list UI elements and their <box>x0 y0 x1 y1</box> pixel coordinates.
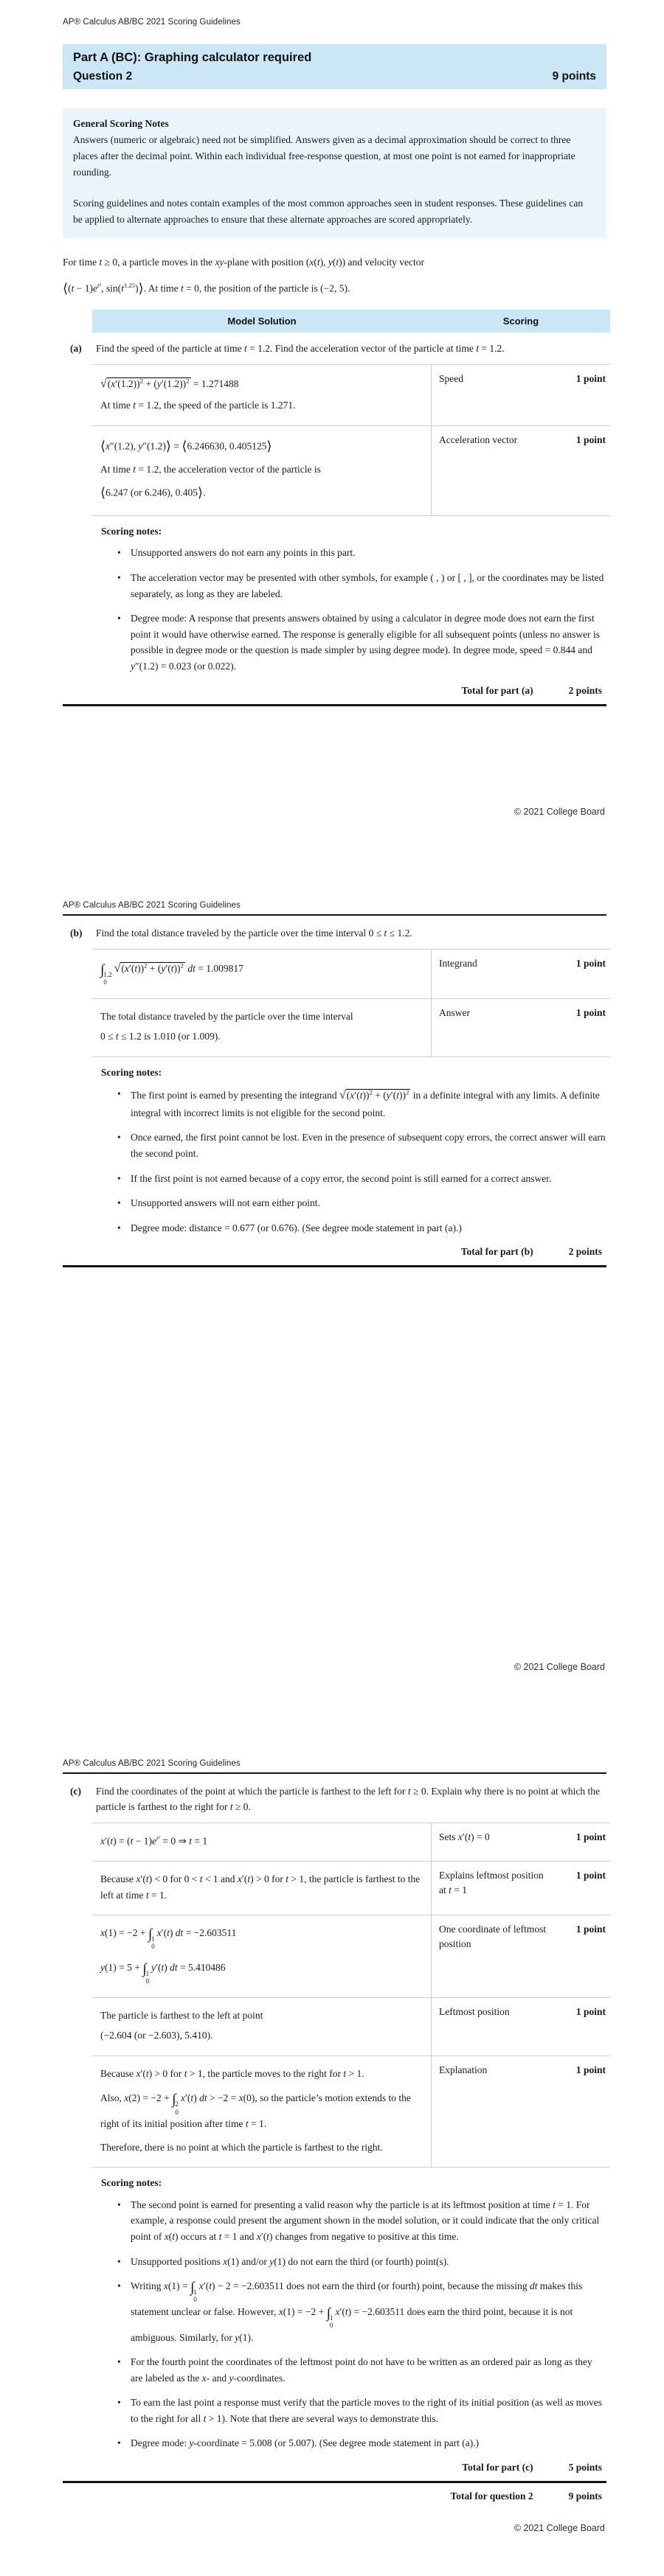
score-cell <box>432 365 610 425</box>
section-rule <box>63 2481 606 2483</box>
table-row <box>92 1823 610 1861</box>
solution-line: The particle is farthest to the left at point <box>100 2009 263 2021</box>
general-notes-title: General Scoring Notes <box>73 118 169 129</box>
solution-line: ⟨6.247 (or 6.246), 0.405⟩. <box>100 484 206 500</box>
solution-cell <box>92 1823 432 1861</box>
note-item: • For the fourth point the coordinates of the leftmost point do not have to be written as an ordered pair as long as they are labeled as the x- and y-coordinates. <box>117 2354 606 2386</box>
part-a-total-row <box>63 685 602 697</box>
solution-line: Because x′(t) > 0 for t > 1, the particle moves to the right for t > 1. <box>100 2067 364 2079</box>
solution-table-header <box>92 310 610 333</box>
solution-cell <box>92 2056 432 2167</box>
table-row <box>92 364 610 425</box>
part-c-table <box>92 1823 610 2168</box>
section-rule <box>63 1265 606 1267</box>
model-solution-col-header: Model Solution <box>227 315 297 327</box>
solution-line: At time t = 1.2, the speed of the particle is 1.271. <box>100 400 296 411</box>
part-a-question: Find the speed of the particle at time t = 1.2. Find the acceleration vector of the particle at time t = 1.2. <box>96 342 505 354</box>
solution-line: ⟨x″(1.2), y″(1.2)⟩ = ⟨6.246630, 0.405125⟩ <box>100 438 272 453</box>
running-head: AP® Calculus AB/BC 2021 Scoring Guidelines <box>63 1759 241 1768</box>
problem-statement <box>63 254 606 299</box>
table-row <box>92 2055 610 2168</box>
solution-line: ∫ 1.2 0 $√(x'(t))^2 + (y'(t))^2$ dt = 1.009817 <box>100 961 243 986</box>
score-label: Explanation <box>439 2064 488 2075</box>
table-row <box>92 1861 610 1915</box>
score-cell <box>432 950 610 998</box>
scoring-notes-title: Scoring notes: <box>101 2177 162 2189</box>
page-1 <box>0 0 664 855</box>
score-label: Explains leftmost position at t = 1 <box>439 1869 544 1896</box>
score-cell <box>432 999 610 1056</box>
header-rule <box>63 1772 606 1774</box>
score-cell <box>432 1915 610 1997</box>
question-title: Question 2 <box>73 70 133 83</box>
total-points: 2 points <box>568 684 602 696</box>
part-a-label: (a) <box>70 342 82 354</box>
part-c-label: (c) <box>70 1786 81 1797</box>
table-row <box>92 1915 610 1997</box>
note-item: • The first point is earned by presenting the integrand $√(x'(t))^2 + (y'(t))^2$ in a definite integral with any limits. A definite integral with incorrect limits is not eligible for the second point. <box>117 1086 606 1121</box>
note-item: • Degree mode: A response that presents answers obtained by using a calculator in degree mode does not earn the first point it would have otherwise earned. The response is generally eligible for all subsequent points (unless no answer is possible in degree mode or the question is made simpler by using degree mode). In degree mode, speed = 0.844 and y″(1.2) = 0.023 (or 0.022). <box>117 610 606 674</box>
question-total-points: 9 points <box>568 2490 602 2502</box>
solution-cell <box>92 1998 432 2055</box>
score-cell <box>432 2056 610 2167</box>
question-points-badge: 9 points <box>552 70 596 83</box>
points-label: 1 point <box>575 2005 606 2017</box>
note-item: • Unsupported answers do not earn any points in this part. <box>117 545 606 561</box>
total-points: 2 points <box>568 1246 602 1258</box>
table-row <box>92 425 610 516</box>
points-label: 1 point <box>575 1924 606 1935</box>
score-cell <box>432 426 610 515</box>
table-row <box>92 998 610 1057</box>
total-label: Total for part (b) <box>460 1246 533 1258</box>
running-head: AP® Calculus AB/BC 2021 Scoring Guidelines <box>63 18 241 27</box>
score-cell <box>432 1823 610 1861</box>
note-item: • To earn the last point a response must verify that the particle moves to the right of its initial position (as well as moves to the right for all t > 1). Note that there are several ways to demonstrate this. <box>117 2395 606 2426</box>
general-notes-box <box>63 108 606 238</box>
total-label: Total for part (c) <box>462 2462 533 2474</box>
part-b-scoring-notes <box>101 1065 606 1236</box>
score-label: Leftmost position <box>439 2005 510 2017</box>
general-notes-para1: Answers (numeric or algebraic) need not be simplified. Answers given as a decimal approximation should be correct to three places after the decimal point. Within each individual free-response question, at most one point is not earned for inappropriate rounding. <box>73 133 575 178</box>
score-label: Answer <box>439 1006 470 1018</box>
solution-line: 0 ≤ t ≤ 1.2 is 1.010 (or 1.009). <box>100 1031 221 1042</box>
note-item: • Unsupported answers will not earn either point. <box>117 1195 606 1211</box>
part-c-question: Find the coordinates of the point at which the particle is farthest to the left for t ≥ 0. Explain why there is no point at which the particle is farthest to the right for t ≥ 0. <box>96 1786 601 1812</box>
points-label: 1 point <box>575 434 606 445</box>
section-rule <box>63 704 606 706</box>
scoring-notes-title: Scoring notes: <box>101 525 162 537</box>
note-item: • Degree mode: distance = 0.677 (or 0.676). (See degree mode statement in part (a).) <box>117 1220 606 1236</box>
solution-line: Also, x(2) = −2 + ∫ 2 0 x′(t) dt > −2 = x(0), so the particle’s motion extends to the right of its initial position after time t = 1. <box>100 2092 411 2129</box>
note-item: • Degree mode: y-coordinate = 5.008 (or 5.007). (See degree mode statement in part (a).) <box>117 2435 606 2451</box>
solution-line: y(1) = 5 + ∫ 1 0 y′(t) dt = 5.410486 <box>100 1961 226 1985</box>
solution-cell <box>92 426 432 515</box>
points-label: 1 point <box>575 957 606 969</box>
note-item: • Once earned, the first point cannot be lost. Even in the presence of subsequent copy errors, the correct answer will earn the second point. <box>117 1129 606 1161</box>
solution-line: Because x′(t) < 0 for 0 < t < 1 and x′(t) > 0 for t > 1, the particle is farthest to the left at time t = 1. <box>100 1873 421 1901</box>
score-label: One coordinate of leftmost position <box>439 1924 547 1949</box>
solution-line: The total distance traveled by the particle over the time interval <box>100 1010 353 1022</box>
part-b-label: (b) <box>70 927 83 939</box>
note-item: • Unsupported positions x(1) and/or y(1) do not earn the third (or fourth) point(s). <box>117 2254 606 2270</box>
part-a-scoring-notes <box>101 523 606 675</box>
problem-line2: ⟨(t − $1)e^{t^2}$, $\sin(t^{1.25})⟩$. At time t = 0, the position of the particle is (−2, 5). <box>63 280 350 296</box>
solution-line: x(1) = −2 + ∫ 1 0 x′(t) dt = −2.603511 <box>100 1926 237 1951</box>
solution-cell <box>92 365 432 425</box>
points-label: 1 point <box>575 1831 606 1842</box>
page-3 <box>0 1710 664 2576</box>
note-item: • The second point is earned for presenting a valid reason why the particle is at its leftmost position at time t = 1. For example, a response could present the argument shown in the model solution, or it could indicate that the only critical point of x(t) occurs at t = 1 and x′(t) changes from negative to positive at this time. <box>117 2197 606 2245</box>
page-footer: © 2021 College Board <box>513 2523 605 2533</box>
solution-line: $x'(t) = (t - 1)e^{t^2} = 0$ ⇒ t = 1 <box>100 1834 208 1847</box>
general-notes-para2: Scoring guidelines and notes contain examples of the most common approaches seen in student responses. These guidelines can be applied to alternate approaches to ensure that these alternate approaches are scored appropriately. <box>73 198 584 226</box>
part-title: Part A (BC): Graphing calculator required <box>73 51 312 64</box>
total-label: Total for part (a) <box>461 684 533 696</box>
scoring-col-header: Scoring <box>502 315 539 327</box>
part-header-band <box>63 44 606 89</box>
question-total-label: Total for question 2 <box>450 2490 533 2502</box>
points-label: 1 point <box>575 372 606 384</box>
note-item: • Writing x(1) = ∫ 1 0 x′(t) − 2 = −2.603511 does not earn the third (or fourth) point, because the missing dt makes this statement unclear or false. However, x(1) = −2 + ∫ 1 0 x′(t) = −2.603511 does earn the third point, because it is not ambiguous. Similarly, for y(1). <box>117 2278 606 2345</box>
score-label: Speed <box>439 372 463 384</box>
page-footer: © 2021 College Board <box>513 1662 605 1672</box>
part-a-question-row <box>70 341 606 357</box>
score-label: Acceleration vector <box>439 434 518 445</box>
part-c-scoring-notes <box>101 2175 606 2451</box>
question-total-row <box>63 2490 602 2502</box>
header-rule <box>63 914 606 916</box>
solution-cell <box>92 1862 432 1915</box>
solution-cell <box>92 999 432 1056</box>
solution-line: At time t = 1.2, the acceleration vector of the particle is <box>100 464 321 476</box>
part-c-total-row <box>63 2462 602 2474</box>
part-b-question-row <box>70 926 606 941</box>
total-points: 5 points <box>568 2462 602 2474</box>
table-row <box>92 1997 610 2055</box>
points-label: 1 point <box>575 1869 606 1881</box>
scoring-notes-title: Scoring notes: <box>101 1066 162 1078</box>
note-item: • The acceleration vector may be presented with other symbols, for example ( , ) or [ , ], or the coordinates may be listed separately, as long as they are labeled. <box>117 570 606 602</box>
problem-line1: For time t ≥ 0, a particle moves in the xy-plane with position (x(t), y(t)) and velocity vector <box>63 257 424 268</box>
solution-line: Therefore, there is no point at which the particle is farthest to the right. <box>100 2141 383 2153</box>
score-label: Sets x′(t) = 0 <box>439 1831 490 1842</box>
solution-line: (−2.604 (or −2.603), 5.410). <box>100 2030 213 2041</box>
part-b-question: Find the total distance traveled by the particle over the time interval 0 ≤ t ≤ 1.2. <box>96 927 412 939</box>
score-cell <box>432 1862 610 1915</box>
solution-cell <box>92 950 432 998</box>
solution-cell <box>92 1915 432 1997</box>
score-cell <box>432 1998 610 2055</box>
solution-line: $√(x'(1.2))^2 + (y'(1.2))^2 = 1.271488$ <box>100 377 239 390</box>
points-label: 1 point <box>575 1006 606 1018</box>
part-a-table <box>92 364 610 516</box>
part-c-question-row <box>70 1784 606 1815</box>
score-label: Integrand <box>439 957 477 969</box>
page-footer: © 2021 College Board <box>513 807 605 817</box>
running-head: AP® Calculus AB/BC 2021 Scoring Guidelines <box>63 901 241 910</box>
page-2 <box>0 855 664 1710</box>
part-b-total-row <box>63 1246 602 1258</box>
table-row <box>92 949 610 998</box>
note-item: • If the first point is not earned because of a copy error, the second point is still earned for a correct answer. <box>117 1171 606 1187</box>
part-b-table <box>92 949 610 1057</box>
points-label: 1 point <box>575 2064 606 2075</box>
